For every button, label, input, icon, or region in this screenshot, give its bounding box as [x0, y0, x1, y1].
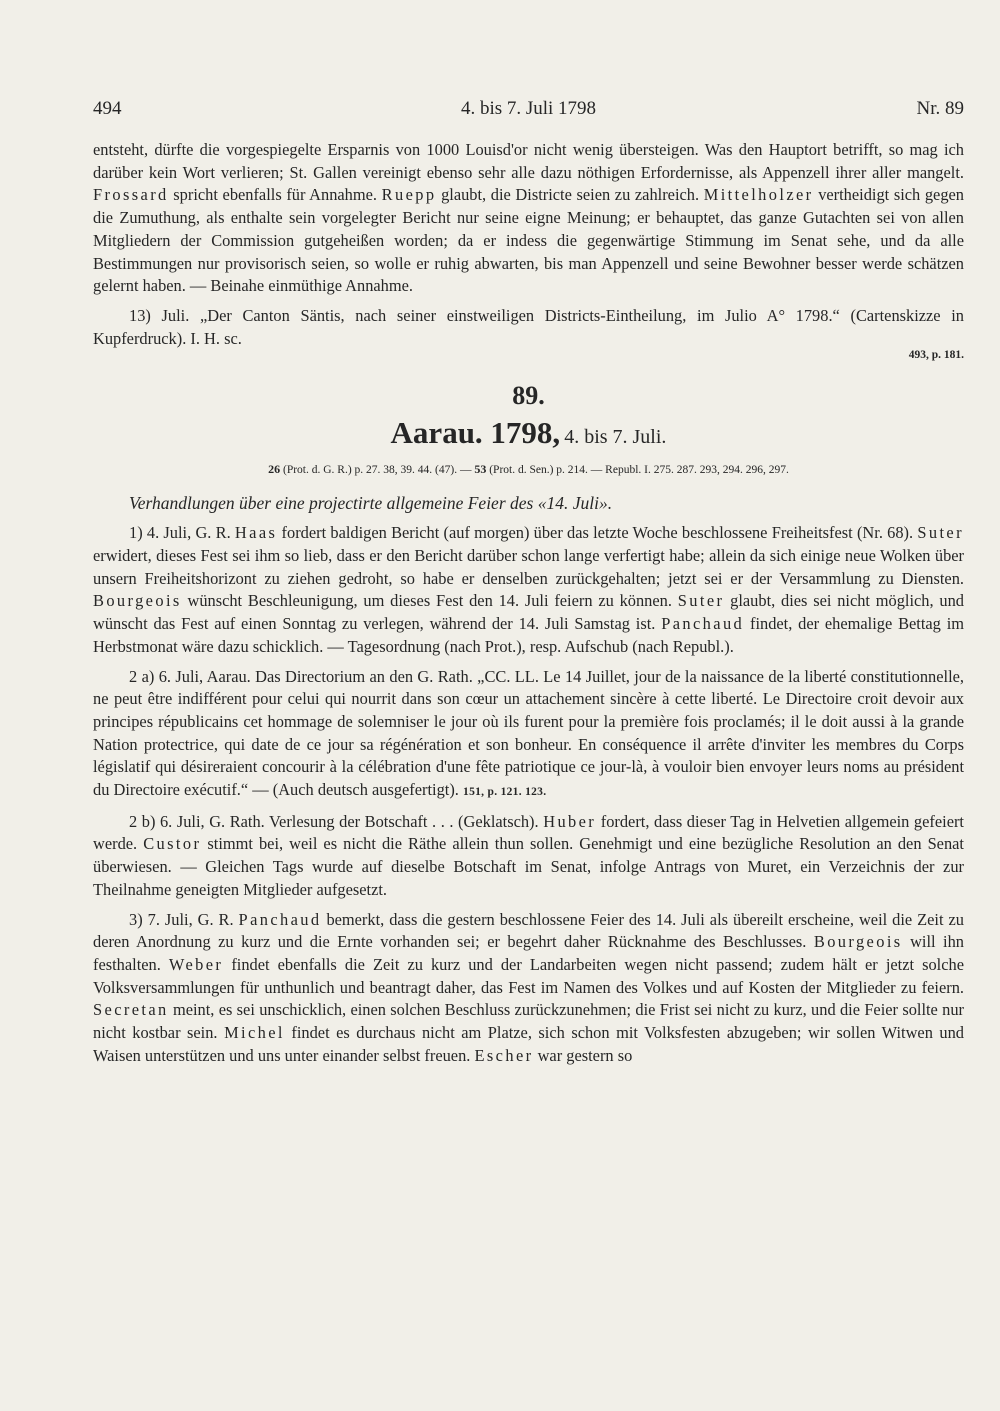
- text-run: 1) 4. Juli, G. R.: [129, 523, 231, 543]
- text-run: bemerkt, dass die gestern beschlossene Feier des 14. Juli als übereilt erscheine, weil die Zeit zu deren Anordnung zu kurz und die Ernte vorhanden sei; er begehrt daher Rücknahme des Beschlusses.: [93, 909, 964, 952]
- section-dates: 4. bis 7. Juli.: [564, 426, 667, 449]
- speaker-name: Bourgeois: [813, 932, 903, 952]
- speaker-name: Suter: [677, 591, 725, 611]
- document-body: [93, 139, 964, 1068]
- speaker-name: Suter: [917, 523, 964, 543]
- running-title: 4. bis 7. Juli 1798: [460, 98, 597, 119]
- paragraph-2a: [93, 666, 964, 804]
- text-run: findet es durchaus nicht am Platze, sich schon mit Volksfesten abzugeben; wir sollen Witwen und Waisen unterstützen und uns unter einander selbst freuen.: [93, 1023, 964, 1065]
- archive-reference: 493, p. 181.: [908, 349, 964, 362]
- text-run: fordert baldigen Bericht (auf morgen) über das letzte Woche beschlossene Freiheitsfest (Nr. 68).: [281, 523, 914, 543]
- speaker-name: Mittelholzer: [703, 185, 814, 205]
- speaker-name: Escher: [474, 1045, 534, 1065]
- section-number: 89.: [512, 381, 545, 411]
- text-run: meint, es sei unschicklich, einen solchen Beschluss zurückzunehmen; die Frist sei nicht zu kurz, und die Feier sollte nur nicht kostbar sein.: [93, 1000, 964, 1043]
- text-run: fordert, dass dieser Tag in Helvetien allgemein gefeiert werde.: [93, 811, 964, 854]
- page-number: 494: [93, 98, 122, 119]
- paragraph-2b: [93, 811, 964, 902]
- text-run: entsteht, dürfte die vorgespiegelte Ersparnis von 1000 Louisd'or nicht wenig übersteigen. Was den Hauptort betrifft, so mag ich darüber kein Wort verlieren; St. Gallen vereinigt ebenso sehr alle dazu nöthigen Erfordernisse, als Appenzell ihrer aller mangelt.: [93, 140, 964, 182]
- text-run: spricht ebenfalls für Annahme.: [173, 185, 377, 205]
- speaker-name: Secretan: [93, 1000, 169, 1020]
- speaker-name: Ruepp: [381, 185, 437, 205]
- paragraph-13: [93, 305, 964, 350]
- archive-reference: 151, p. 121. 123.: [463, 786, 547, 799]
- text-run: erwidert, dieses Fest sei ihm so lieb, dass er den Bericht darüber schon lange verfertigt habe; allein da sich einige neue Wolken über unsern Freiheitshorizont zu ziehen gedroht, so habe er denselben zurückgehalten; jetzt sei er der Versammlung zu Diensten.: [93, 546, 964, 588]
- text-run: 13) Juli. „Der Canton Säntis, nach seiner einstweiligen Districts-Eintheilung, im Julio A° 1798.“ (Cartenskizze in Kupferdruck). I. H. sc.: [93, 305, 964, 348]
- text-run: will ihn festhalten.: [93, 932, 964, 974]
- text-run: wünscht Beschleunigung, um dieses Fest den 14. Juli feiern zu können.: [187, 591, 672, 611]
- source-number: 53: [474, 462, 487, 477]
- speaker-name: Weber: [168, 954, 224, 974]
- text-run: stimmt bei, weil es nicht die Räthe allein thun sollen. Genehmigt und eine bezügliche Resolution an den Senat überwiesen. — Gleichen Tags wurde auf dieselbe Botschaft im Senat, infolge Antrags von Muret, ein Verzeichnis der zur Theilnahme geneigten Mitglieder aufgesetzt.: [93, 834, 964, 899]
- speaker-name: Panchaud: [238, 909, 322, 929]
- speaker-name: Haas: [234, 523, 278, 543]
- section-title: [93, 415, 964, 457]
- speaker-name: Bourgeois: [93, 591, 182, 611]
- text-run: 2 b) 6. Juli, G. Rath. Verlesung der Botschaft . . . (Geklatsch).: [129, 811, 539, 831]
- text-run: 3) 7. Juli, G. R.: [129, 909, 234, 929]
- text-run: war gestern so: [537, 1045, 633, 1065]
- section-subtitle: Verhandlungen über eine projectirte allgemeine Feier des «14. Juli».: [129, 493, 613, 514]
- section-place-year: Aarau. 1798,: [390, 415, 561, 451]
- text-run: glaubt, dies sei nicht möglich, und wünscht das Fest auf einen Sonntag zu verlegen, während der 14. Juli Samstag ist.: [93, 591, 964, 634]
- text-run: findet, der ehemalige Bettag im Herbstmonat wäre dazu schicklich. — Tagesordnung (nach Prot.), resp. Aufschub (nach Republ.).: [93, 614, 964, 656]
- source-number: 26: [268, 462, 281, 477]
- text-run: glaubt, die Districte seien zu zahlreich.: [441, 185, 700, 205]
- paragraph-1: [93, 522, 964, 658]
- speaker-name: Panchaud: [661, 614, 745, 634]
- speaker-name: Frossard: [93, 185, 169, 205]
- section-sources: [93, 460, 964, 479]
- text-run: 2 a) 6. Juli, Aarau. Das Directorium an den G. Rath. „CC. LL. Le 14 Juillet, jour de la naissance de la liberté constitutionnelle, ne peut être indifférent pour celui qui nourrit dans son cœur un attachement sincère à cette liberté. Le Directoire croit devoir aux principes républicains cet hommage de solemniser le jour où ils furent pour la première fois proclamés; il le doit aussi à la grande Nation protectrice, qui date de ce jour sa régénération et son bonheur. En conséquence il arrête d'inviter les membres du Corps législatif qui désireraient concourir à la célébration d'une fête patriotique ce jour-là, à vouloir bien envoyer leurs noms au président du Directoire exécutif.“ — (Auch deutsch ausgefertigt).: [93, 666, 964, 800]
- source-text: (Prot. d. Sen.) p. 214. — Republ. I. 275. 287. 293, 294. 296, 297.: [489, 464, 789, 477]
- speaker-name: Huber: [543, 811, 597, 831]
- paragraph-3: [93, 909, 964, 1068]
- section-reference: Nr. 89: [916, 98, 964, 119]
- text-run: vertheidigt sich gegen die Zumuthung, als enthalte sein vorgelegter Bericht nur seine eigne Meinung; er behauptet, das ganze Gutachten sei von allen Mitgliedern der Commission gutgeheißen worden; da er indess die gegenwärtige Stimmung im Senat sehe, und da alle Bestimmungen nur provisorisch seien, so wolle er ruhig abwarten, bis man Appenzell und seine Bewohner besser werde schätzen gelernt haben. — Beinahe einmüthige Annahme.: [93, 185, 964, 296]
- running-header: [93, 98, 964, 124]
- continuation-paragraph: [93, 139, 964, 298]
- speaker-name: Custor: [143, 834, 202, 854]
- text-run: findet ebenfalls die Zeit zu kurz und der Landarbeiten wegen nicht passend; zudem hält er jetzt solche Volksversammlungen für unthunlich und beantragt daher, das Fest im Namen des Volkes und auf Kosten der Mitglieder zu feiern.: [93, 954, 964, 997]
- source-text: (Prot. d. G. R.) p. 27. 38, 39. 44. (47). —: [283, 464, 472, 477]
- speaker-name: Michel: [224, 1023, 285, 1043]
